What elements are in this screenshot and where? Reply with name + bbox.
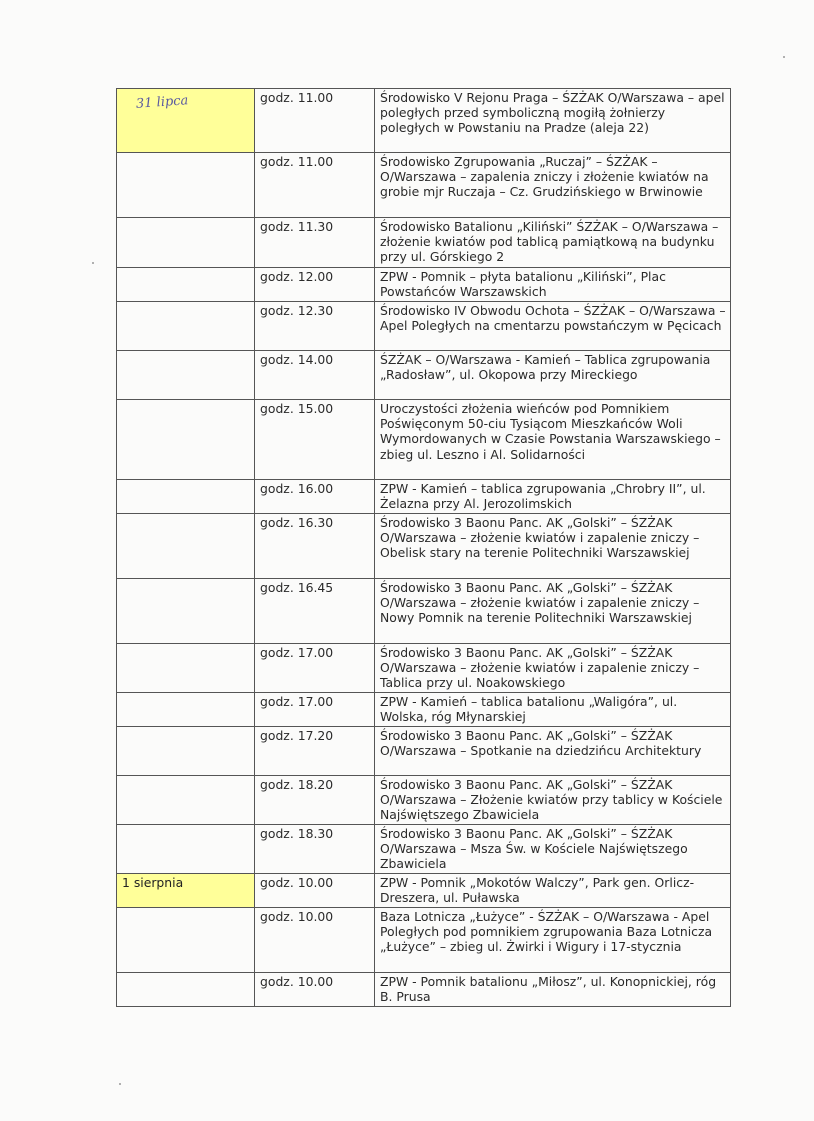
- schedule-row: [117, 776, 731, 825]
- scan-speck: [92, 262, 94, 264]
- description-cell: ZPW - Kamień – tablica batalionu „Waligóra”, ul. Wolska, róg Młynarskiej: [375, 693, 731, 727]
- date-cell: [117, 268, 255, 302]
- date-cell: [117, 973, 255, 1007]
- description-cell: Środowisko IV Obwodu Ochota – ŚZŻAK – O/Warszawa – Apel Poległych na cmentarzu powstańczym w Pęcicach: [375, 302, 731, 351]
- date-cell: [117, 480, 255, 514]
- date-cell: [117, 514, 255, 579]
- description-cell: Środowisko 3 Baonu Panc. AK „Golski” – ŚZŻAK O/Warszawa – Złożenie kwiatów przy tablicy w Kościele Najświętszego Zbawiciela: [375, 776, 731, 825]
- schedule-row: [117, 218, 731, 268]
- time-cell: godz. 12.30: [255, 302, 375, 351]
- description-cell: Środowisko V Rejonu Praga – ŚZŻAK O/Warszawa – apel poległych przed symboliczną mogiłą żołnierzy poległych w Powstaniu na Pradze (aleja 22): [375, 89, 731, 153]
- schedule-row: [117, 89, 731, 153]
- schedule-row: [117, 825, 731, 874]
- schedule-row: [117, 874, 731, 908]
- date-label: 1 sierpnia: [122, 875, 184, 890]
- time-cell: godz. 10.00: [255, 874, 375, 908]
- description-cell: Środowisko 3 Baonu Panc. AK „Golski” – ŚZŻAK O/Warszawa – Msza Św. w Kościele Najświętszego Zbawiciela: [375, 825, 731, 874]
- description-cell: ZPW - Pomnik „Mokotów Walczy”, Park gen. Orlicz-Dreszera, ul. Puławska: [375, 874, 731, 908]
- date-cell: [117, 874, 255, 908]
- time-cell: godz. 12.00: [255, 268, 375, 302]
- time-cell: godz. 16.30: [255, 514, 375, 579]
- time-cell: godz. 18.20: [255, 776, 375, 825]
- schedule-row: [117, 302, 731, 351]
- schedule-row: [117, 644, 731, 693]
- date-cell: [117, 644, 255, 693]
- description-cell: Środowisko 3 Baonu Panc. AK „Golski” – ŚZŻAK O/Warszawa – złożenie kwiatów i zapalenie zniczy – Nowy Pomnik na terenie Politechniki Warszawskiej: [375, 579, 731, 644]
- schedule-row: [117, 400, 731, 480]
- schedule-row: [117, 973, 731, 1007]
- time-cell: godz. 14.00: [255, 351, 375, 400]
- description-cell: Środowisko 3 Baonu Panc. AK „Golski” – ŚZŻAK O/Warszawa – Spotkanie na dziedzińcu Architektury: [375, 727, 731, 776]
- time-cell: godz. 11.00: [255, 153, 375, 218]
- description-cell: ŚZŻAK – O/Warszawa - Kamień – Tablica zgrupowania „Radosław”, ul. Okopowa przy Mireckiego: [375, 351, 731, 400]
- time-cell: godz. 17.00: [255, 644, 375, 693]
- date-cell: [117, 579, 255, 644]
- description-cell: Środowisko Zgrupowania „Ruczaj” – ŚZŻAK – O/Warszawa – zapalenia zniczy i złożenie kwiatów na grobie mjr Ruczaja – Cz. Grudzińskiego w Brwinowie: [375, 153, 731, 218]
- schedule-row: [117, 579, 731, 644]
- schedule-row: [117, 693, 731, 727]
- handwritten-date: 31 lipca: [135, 93, 189, 112]
- schedule-row: [117, 268, 731, 302]
- time-cell: godz. 17.20: [255, 727, 375, 776]
- time-cell: godz. 10.00: [255, 973, 375, 1007]
- schedule-row: [117, 153, 731, 218]
- schedule-row: [117, 908, 731, 973]
- date-cell: [117, 825, 255, 874]
- description-cell: Baza Lotnicza „Łużyce” - ŚZŻAK – O/Warszawa - Apel Poległych pod pomnikiem zgrupowania Baza Lotnicza „Łużyce” – zbieg ul. Żwirki i Wigury i 17-stycznia: [375, 908, 731, 973]
- date-cell: [117, 351, 255, 400]
- time-cell: godz. 17.00: [255, 693, 375, 727]
- description-cell: Środowisko 3 Baonu Panc. AK „Golski” – ŚZŻAK O/Warszawa – złożenie kwiatów i zapalenie zniczy – Tablica przy ul. Noakowskiego: [375, 644, 731, 693]
- date-cell: [117, 89, 255, 153]
- time-cell: godz. 15.00: [255, 400, 375, 480]
- schedule-row: [117, 351, 731, 400]
- description-cell: Środowisko Batalionu „Kiliński” ŚZŻAK – O/Warszawa – złożenie kwiatów pod tablicą pamiątkową na budynku przy ul. Górskiego 2: [375, 218, 731, 268]
- description-cell: Środowisko 3 Baonu Panc. AK „Golski” – ŚZŻAK O/Warszawa – złożenie kwiatów i zapalenie zniczy – Obelisk stary na terenie Politechniki Warszawskiej: [375, 514, 731, 579]
- time-cell: godz. 18.30: [255, 825, 375, 874]
- description-cell: ZPW - Pomnik batalionu „Miłosz”, ul. Konopnickiej, róg B. Prusa: [375, 973, 731, 1007]
- date-cell: [117, 908, 255, 973]
- schedule-row: [117, 480, 731, 514]
- date-cell: [117, 727, 255, 776]
- time-cell: godz. 16.00: [255, 480, 375, 514]
- description-cell: Uroczystości złożenia wieńców pod Pomnikiem Poświęconym 50-ciu Tysiącom Mieszkańców Woli Wymordowanych w Czasie Powstania Warszawskiego – zbieg ul. Leszno i Al. Solidarności: [375, 400, 731, 480]
- scan-speck: [783, 56, 785, 58]
- time-cell: godz. 11.30: [255, 218, 375, 268]
- time-cell: godz. 11.00: [255, 89, 375, 153]
- time-cell: godz. 16.45: [255, 579, 375, 644]
- date-cell: [117, 400, 255, 480]
- schedule-row: [117, 727, 731, 776]
- date-cell: [117, 218, 255, 268]
- date-cell: [117, 153, 255, 218]
- schedule-table: [116, 88, 731, 1007]
- date-cell: [117, 776, 255, 825]
- description-cell: ZPW - Kamień – tablica zgrupowania „Chrobry II”, ul. Żelazna przy Al. Jerozolimskich: [375, 480, 731, 514]
- time-cell: godz. 10.00: [255, 908, 375, 973]
- schedule-body: [117, 89, 731, 1007]
- date-cell: [117, 302, 255, 351]
- date-cell: [117, 693, 255, 727]
- scan-speck: [119, 1083, 121, 1085]
- description-cell: ZPW - Pomnik – płyta batalionu „Kiliński”, Plac Powstańców Warszawskich: [375, 268, 731, 302]
- schedule-row: [117, 514, 731, 579]
